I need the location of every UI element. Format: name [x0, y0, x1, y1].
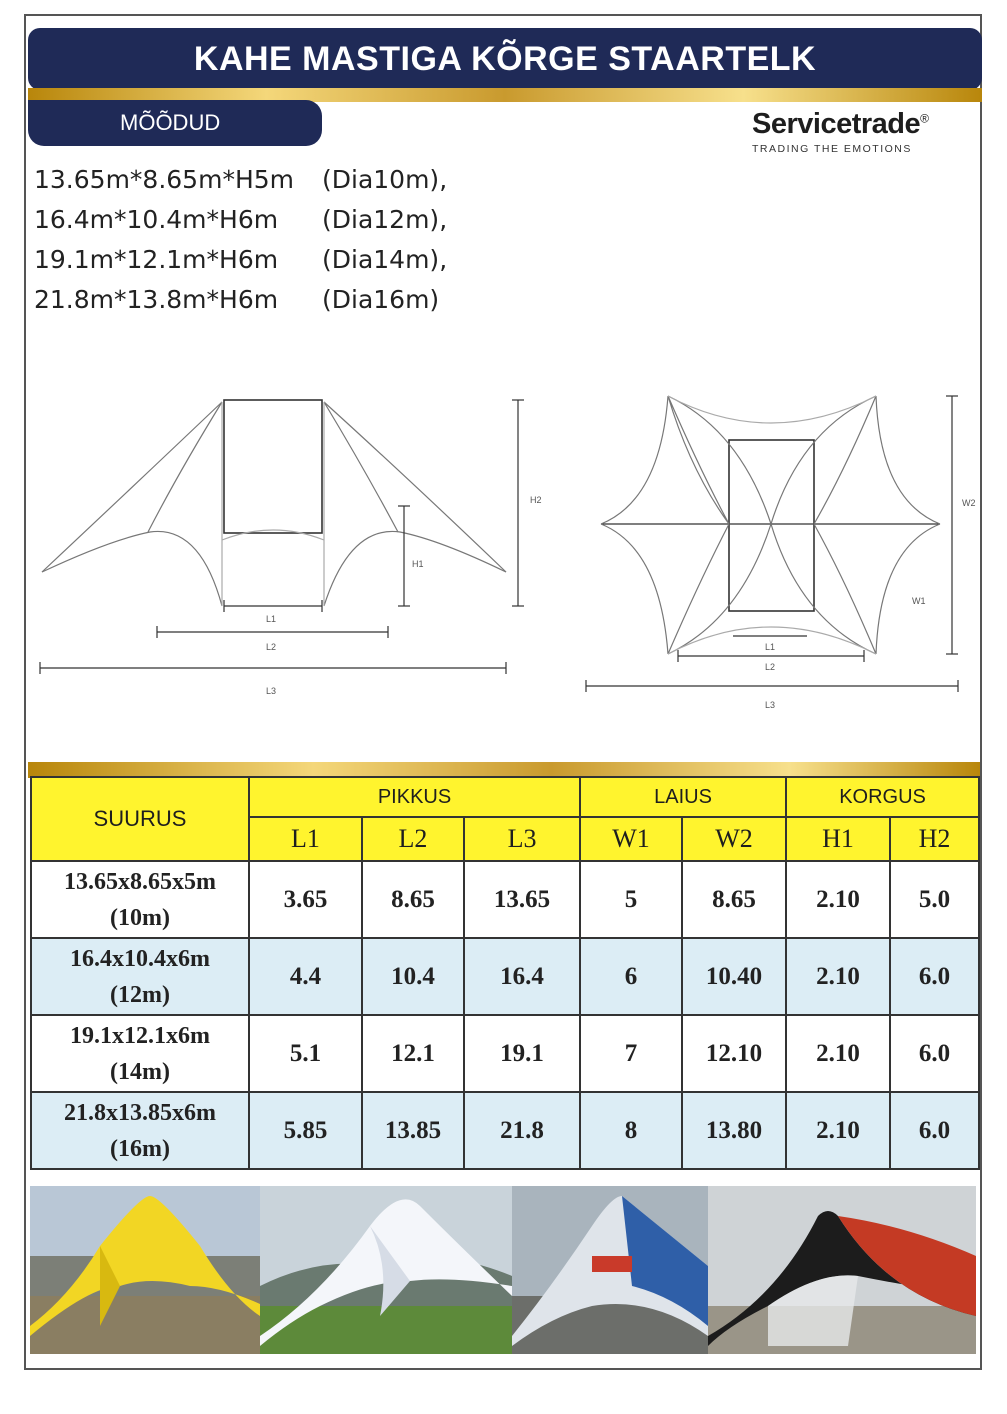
column-header: H1 [786, 817, 890, 861]
value-cell: 8.65 [362, 861, 464, 938]
value-cell: 6.0 [890, 938, 979, 1015]
brand-tagline: TRADING THE EMOTIONS [752, 143, 912, 155]
value-cell: 3.65 [249, 861, 362, 938]
value-cell: 5.1 [249, 1015, 362, 1092]
value-cell: 10.40 [682, 938, 786, 1015]
red-black-tent-photo [708, 1186, 976, 1354]
blue-tent-photo [512, 1186, 708, 1354]
height-group-header: KORGUS [786, 777, 979, 817]
size-header: SUURUS [31, 777, 249, 861]
size-list-item: 13.65m*8.65m*H5m (Dia10m), [34, 165, 448, 194]
value-cell: 13.80 [682, 1092, 786, 1169]
column-header: H2 [890, 817, 979, 861]
value-cell: 7 [580, 1015, 682, 1092]
table-row [31, 938, 979, 1015]
value-cell: 8 [580, 1092, 682, 1169]
photo-strip [30, 1186, 976, 1354]
value-cell: 5.0 [890, 861, 979, 938]
size-cell: 16.4x10.4x6m (12m) [31, 938, 249, 1015]
value-cell: 10.4 [362, 938, 464, 1015]
column-header: L2 [362, 817, 464, 861]
dimensions-table [30, 776, 980, 1170]
value-cell: 12.10 [682, 1015, 786, 1092]
value-cell: 13.85 [362, 1092, 464, 1169]
value-cell: 16.4 [464, 938, 580, 1015]
size-cell: 21.8x13.85x6m (16m) [31, 1092, 249, 1169]
column-header: W1 [580, 817, 682, 861]
label-l2: L2 [765, 662, 776, 672]
value-cell: 13.65 [464, 861, 580, 938]
value-cell: 5.85 [249, 1092, 362, 1169]
value-cell: 8.65 [682, 861, 786, 938]
side-view-diagram [40, 400, 524, 674]
yellow-tent-photo [30, 1186, 260, 1354]
table-row [31, 861, 979, 938]
value-cell: 2.10 [786, 1092, 890, 1169]
label-h2: H2 [530, 495, 542, 505]
column-header: W2 [682, 817, 786, 861]
table-row [31, 1092, 979, 1169]
value-cell: 12.1 [362, 1015, 464, 1092]
value-cell: 2.10 [786, 938, 890, 1015]
value-cell: 2.10 [786, 861, 890, 938]
label-l1: L1 [266, 614, 277, 624]
width-group-header: LAIUS [580, 777, 786, 817]
size-list-item: 16.4m*10.4m*H6m (Dia12m), [34, 205, 448, 234]
label-l1: L1 [765, 642, 776, 652]
value-cell: 19.1 [464, 1015, 580, 1092]
size-list-item: 21.8m*13.8m*H6m (Dia16m) [34, 285, 440, 314]
table-row [31, 1015, 979, 1092]
value-cell: 4.4 [249, 938, 362, 1015]
label-w1: W1 [912, 596, 926, 606]
value-cell: 2.10 [786, 1015, 890, 1092]
size-list-item: 19.1m*12.1m*H6m (Dia14m), [34, 245, 448, 274]
label-w2: W2 [962, 498, 976, 508]
column-header: L1 [249, 817, 362, 861]
length-group-header: PIKKUS [249, 777, 580, 817]
label-l3: L3 [266, 686, 277, 696]
size-cell: 13.65x8.65x5m (10m) [31, 861, 249, 938]
label-l3: L3 [765, 700, 776, 710]
value-cell: 6.0 [890, 1015, 979, 1092]
label-h1: H1 [412, 559, 424, 569]
page-title: KAHE MASTIGA KÕRGE STAARTELK [193, 39, 817, 78]
value-cell: 6.0 [890, 1092, 979, 1169]
value-cell: 6 [580, 938, 682, 1015]
label-l2: L2 [266, 642, 277, 652]
column-header: L3 [464, 817, 580, 861]
size-cell: 19.1x12.1x6m (14m) [31, 1015, 249, 1092]
value-cell: 5 [580, 861, 682, 938]
value-cell: 21.8 [464, 1092, 580, 1169]
top-view-labels [765, 498, 976, 710]
section-label: MÕÕDUD [120, 110, 221, 135]
brand-name: Servicetrade® [752, 108, 929, 140]
white-tent-photo [260, 1186, 512, 1354]
